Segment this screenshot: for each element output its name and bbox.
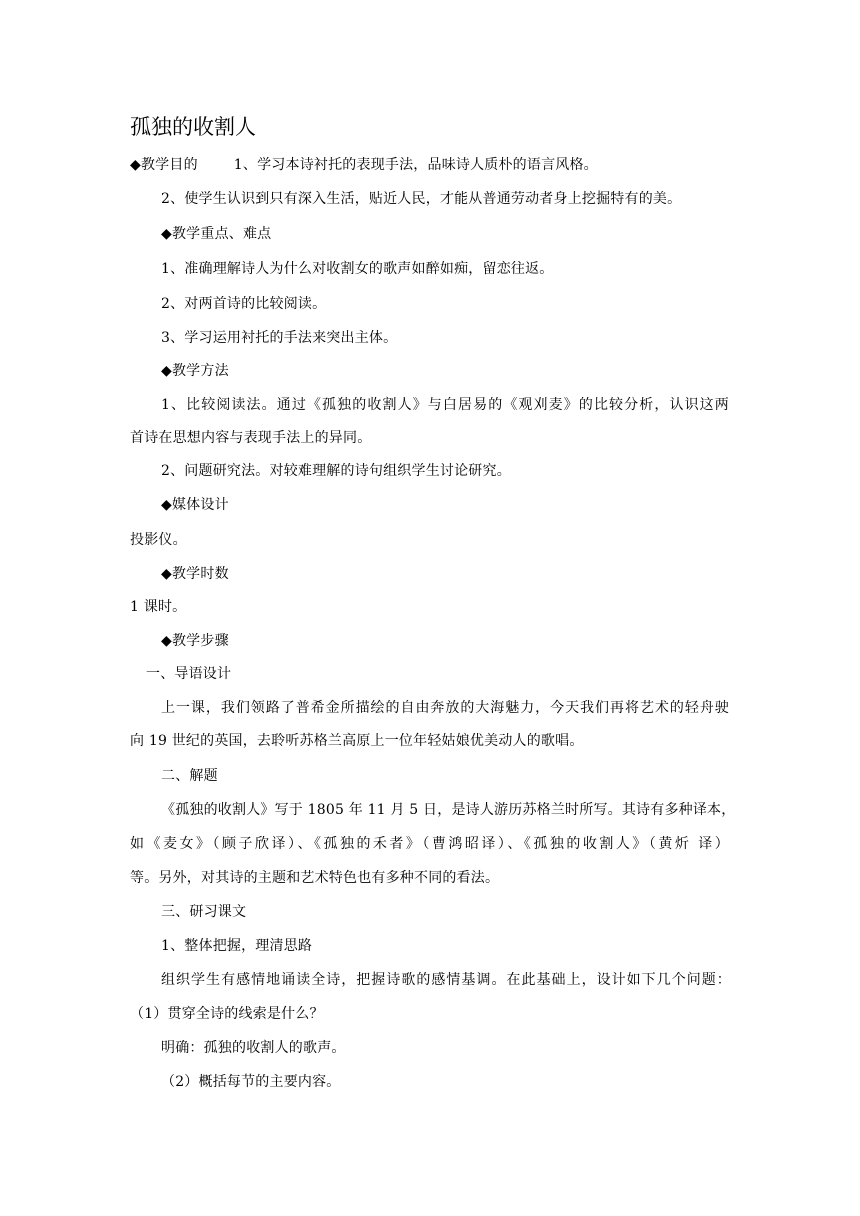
media-heading: ◆媒体设计 [161,497,229,513]
document-title: 孤独的收割人 [130,115,256,139]
explain-line-3: 等。另外，对其诗的主题和艺术特色也有多种不同的看法。 [130,870,500,886]
answer-1: 明确：孤独的收割人的歌声。 [161,1040,346,1056]
method-item-2: 2、问题研究法。对较难理解的诗句组织学生讨论研究。 [161,463,511,479]
methods-heading: ◆教学方法 [161,363,229,379]
objective-item-1: 1、学习本诗衬托的表现手法，品味诗人质朴的语言风格。 [233,157,598,173]
study-subheading-1: 1、整体把握，理清思路 [161,938,313,954]
explain-line-1: 《孤独的收割人》写于 1805 年 11 月 5 日，是诗人游历苏格兰时所写。其诗有多种译本， [161,802,736,818]
intro-heading: 一、导语设计 [146,666,232,682]
key-points-heading: ◆教学重点、难点 [161,226,272,242]
hours-heading: ◆教学时数 [161,566,229,582]
question-1: （1）贯穿全诗的线索是什么？ [130,1006,324,1022]
intro-line-1: 上一课，我们领路了普希金所描绘的自由奔放的大海魅力，今天我们再将艺术的轻舟驶 [161,700,729,716]
study-heading: 三、研习课文 [161,904,247,920]
key-point-item-2: 2、对两首诗的比较阅读。 [161,296,327,312]
media-content: 投影仪。 [130,532,187,548]
explain-line-2: 如《麦女》（顾子欣译）、《孤独的禾者》（曹鸿昭译）、《孤独的收割人》（黄炘 译） [130,836,729,852]
steps-heading: ◆教学步骤 [161,633,229,649]
method-item-1-line-2: 首诗在思想内容与表现手法上的异同。 [130,430,372,446]
objectives-heading: ◆教学目的 [130,157,198,173]
key-point-item-1: 1、准确理解诗人为什么对收割女的歌声如醉如痴，留恋往返。 [161,261,554,277]
explain-heading: 二、解题 [161,768,218,784]
hours-content: 1 课时。 [130,599,187,615]
objectives-line [130,155,598,175]
intro-line-2: 向 19 世纪的英国，去聆听苏格兰高原上一位年轻姑娘优美动人的歌唱。 [130,733,584,749]
method-item-1-line-1: 1、比较阅读法。通过《孤独的收割人》与白居易的《观刈麦》的比较分析，认识这两 [161,397,729,413]
study-line-1: 组织学生有感情地诵读全诗，把握诗歌的感情基调。在此基础上，设计如下几个问题： [161,972,731,988]
key-point-item-3: 3、学习运用衬托的手法来突出主体。 [161,330,398,346]
question-2: （2）概括每节的主要内容。 [161,1074,341,1090]
objective-item-2: 2、使学生认识到只有深入生活，贴近人民，才能从普通劳动者身上挖掘特有的美。 [161,191,682,207]
